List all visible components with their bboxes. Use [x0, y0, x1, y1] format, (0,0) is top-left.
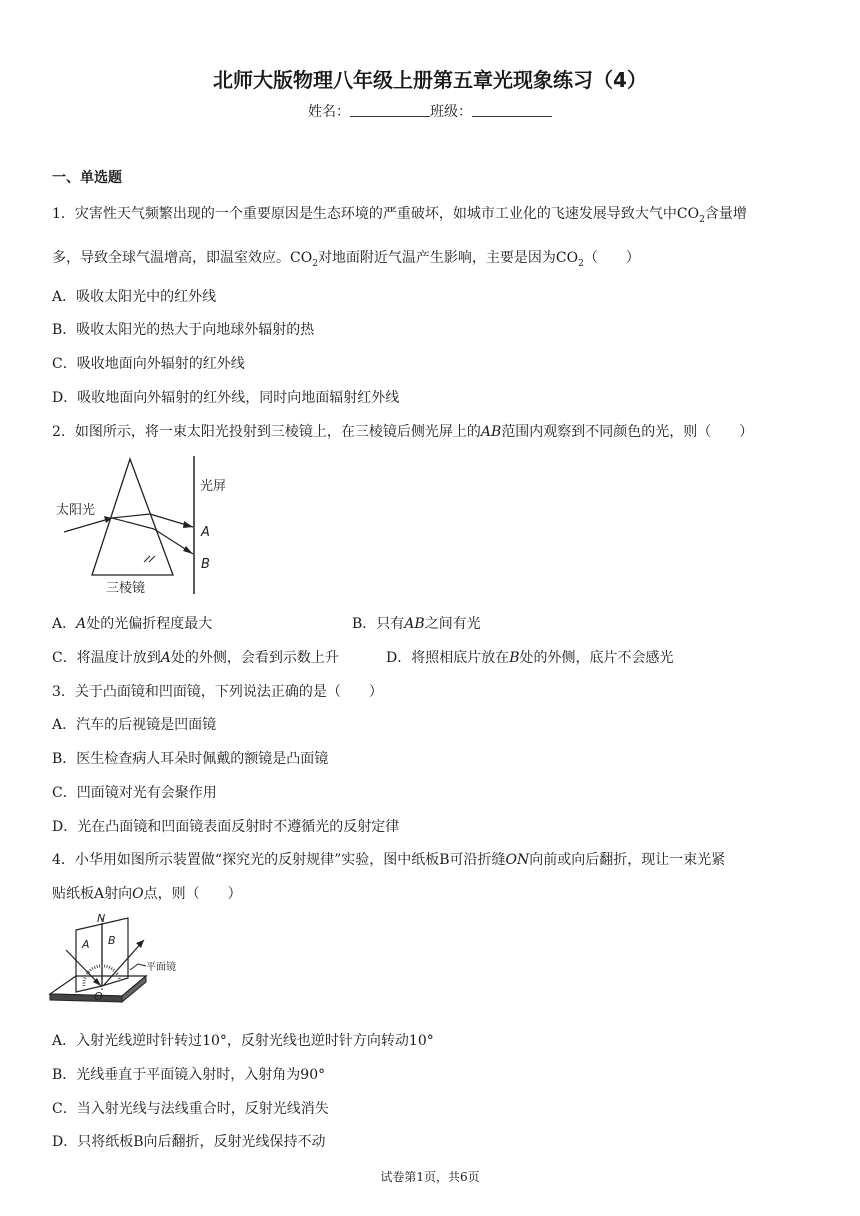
screen-label: 光屏	[200, 479, 227, 494]
sun-label: 太阳光	[56, 503, 96, 518]
q2-stem: 2．如图所示，将一束太阳光投射到三棱镜上，在三棱镜后侧光屏上的AB范围内观察到不同颜色的光，则（ ）	[52, 424, 754, 440]
q4-option-c: C．当入射光线与法线重合时，反射光线消失	[52, 1101, 329, 1117]
q4-stem-line2: 贴纸板A射向O点，则（ ）	[52, 886, 242, 902]
q3-stem: 3．关于凸面镜和凹面镜，下列说法正确的是（ ）	[52, 684, 383, 700]
board-a-label: A	[82, 938, 90, 951]
prism-figure	[54, 452, 244, 598]
page-footer: 试卷第1页，共6页	[380, 1170, 480, 1184]
section-heading: 一、单选题	[52, 170, 122, 186]
normal-label: N	[97, 912, 106, 925]
point-o-label: O	[94, 990, 103, 1003]
q3-option-d: D．光在凸面镜和凹面镜表面反射时不遵循光的反射定律	[52, 819, 400, 835]
q4-option-d: D．只将纸板B向后翻折，反射光线保持不动	[52, 1134, 326, 1150]
q1-option-d: D．吸收地面向外辐射的红外线，同时向地面辐射红外线	[52, 390, 400, 406]
point-a-label: A	[201, 525, 210, 540]
q2-option-b: B．只有AB之间有光	[352, 616, 481, 632]
q4-stem-line1: 4．小华用如图所示装置做“探究光的反射规律”实验，图中纸板B可沿折缝ON向前或向后翻折，现让一束光紧	[52, 852, 726, 868]
q4-option-b: B．光线垂直于平面镜入射时，入射角为90°	[52, 1067, 326, 1083]
point-b-label: B	[201, 557, 210, 572]
class-blank	[472, 104, 552, 117]
class-label: 班级：	[430, 104, 472, 120]
q1-option-b: B．吸收太阳光的热大于向地球外辐射的热	[52, 322, 315, 338]
name-blank	[350, 104, 430, 117]
q1-stem-line1: 1．灾害性天气频繁出现的一个重要原因是生态环境的严重破坏，如城市工业化的飞速发展导致大气中$CO_2$含量增	[52, 206, 747, 225]
q1-option-c: C．吸收地面向外辐射的红外线	[52, 356, 245, 372]
student-info	[0, 101, 860, 121]
refracted-ray-lower	[112, 518, 154, 529]
incident-ray	[64, 518, 112, 532]
q4-option-a: A．入射光线逆时针转过10°，反射光线也逆时针方向转动10°	[52, 1033, 434, 1049]
q3-option-a: A．汽车的后视镜是凹面镜	[52, 717, 217, 733]
q3-option-c: C．凹面镜对光有会聚作用	[52, 785, 217, 801]
mirror-figure	[46, 910, 181, 1010]
prism-label: 三棱镜	[106, 581, 146, 596]
q3-option-b: B．医生检查病人耳朵时佩戴的额镜是凸面镜	[52, 751, 329, 767]
page-title: 北师大版物理八年级上册第五章光现象练习（4）	[213, 68, 647, 92]
q2-option-d: D．将照相底片放在B处的外侧，底片不会感光	[386, 650, 674, 666]
refracted-ray-upper	[112, 514, 150, 518]
q2-option-a: A．A处的光偏折程度最大	[52, 616, 213, 632]
name-label: 姓名：	[308, 104, 350, 120]
q1-option-a: A．吸收太阳光中的红外线	[52, 289, 217, 305]
q1-stem-line2: 多，导致全球气温增高，即温室效应。$CO_2$对地面附近气温产生影响，主要是因为$CO_2$（ ）	[52, 250, 640, 269]
q2-option-c: C．将温度计放到A处的外侧，会看到示数上升	[52, 650, 339, 666]
mirror-label: 平面镜	[146, 962, 176, 973]
board-b-label: B	[108, 934, 116, 947]
